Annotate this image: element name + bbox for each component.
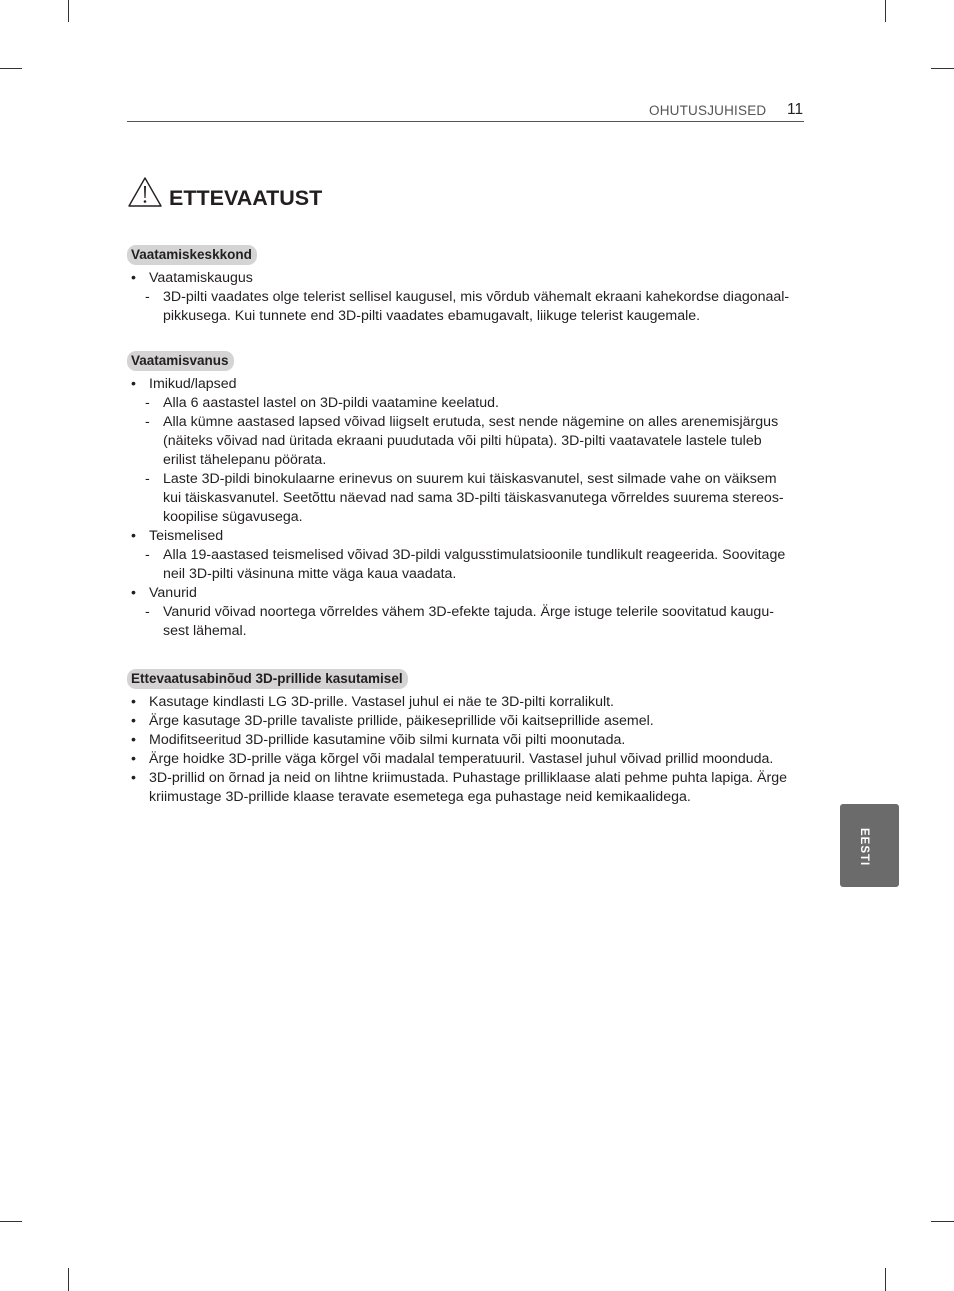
sub-list-item: [145, 470, 793, 527]
page-title: ETTEVAATUST: [169, 186, 323, 210]
list-item-text: Vaatamiskaugus: [149, 270, 253, 286]
sub-list-item: [145, 546, 793, 584]
bullet-icon: •: [131, 376, 136, 392]
sub-list-item-text: Alla 6 aastastel lastel on 3D-pildi vaatamine keelatud.: [163, 395, 499, 411]
section-viewing-age: [127, 351, 797, 641]
sub-list-item-text: Vanurid võivad noortega võrreldes vähem 3D-efekte tajuda. Ärge istuge telerile soovitatud kaugu-sest lähemal.: [163, 604, 774, 639]
dash-icon: -: [145, 604, 150, 620]
sub-list-item: [145, 394, 793, 413]
sub-list: [145, 546, 797, 584]
sub-list-item: [145, 288, 793, 326]
sub-list: [145, 288, 797, 326]
crop-mark: [885, 1268, 886, 1291]
list-item: [127, 693, 797, 712]
list-item: [127, 584, 797, 641]
bullet-icon: •: [131, 694, 136, 710]
list-item-text: Kasutage kindlasti LG 3D-prille. Vastasel juhul ei näe te 3D-pilti korralikult.: [149, 694, 614, 710]
crop-mark: [0, 68, 22, 69]
list-item: [127, 769, 797, 807]
language-side-tab: [840, 804, 899, 887]
list-item-text: Vanurid: [149, 585, 197, 601]
section-heading: Vaatamisvanus: [127, 351, 234, 371]
dash-icon: -: [145, 547, 150, 563]
running-header-section: OHUTUSJUHISED: [649, 103, 767, 118]
bullet-icon: •: [131, 732, 136, 748]
bullet-icon: •: [131, 528, 136, 544]
list-item: [127, 527, 797, 584]
crop-mark: [931, 1221, 954, 1222]
bullet-list: [127, 693, 797, 807]
list-item-text: Teismelised: [149, 528, 224, 544]
list-item-text: Imikud/lapsed: [149, 376, 237, 392]
sub-list-item-text: 3D-pilti vaadates olge telerist sellisel kaugusel, mis võrdub vähemalt ekraani kahekordse diagonaal-pikkusega. Kui tunnete end 3D-pilti vaadates ebamugavalt, liikuge telerist kaugemale.: [163, 289, 790, 324]
bullet-list: [127, 375, 797, 641]
warning-triangle-icon: [127, 176, 163, 208]
list-item-text: Ärge kasutage 3D-prille tavaliste prillide, päikeseprillide või kaitseprillide asemel.: [149, 713, 654, 729]
bullet-icon: •: [131, 585, 136, 601]
crop-mark: [0, 1221, 22, 1222]
dash-icon: -: [145, 395, 150, 411]
list-item: [127, 269, 797, 326]
sub-list: [145, 603, 797, 641]
list-item: [127, 731, 797, 750]
bullet-icon: •: [131, 751, 136, 767]
bullet-list: [127, 269, 797, 326]
list-item: [127, 375, 797, 527]
crop-mark: [68, 1268, 69, 1291]
list-item: [127, 750, 797, 769]
dash-icon: -: [145, 471, 150, 487]
bullet-icon: •: [131, 770, 136, 786]
sub-list: [145, 394, 797, 527]
sub-list-item-text: Laste 3D-pildi binokulaarne erinevus on suurem kui täiskasvanutel, sest silmade vahe on väiksem kui täiskasvanutel. Seetõttu näevad nad sama 3D-pilti täiskasvanutega võrreldes suurema stereos-koopilise sügavusega.: [163, 471, 784, 525]
language-tab-label: EESTI: [858, 828, 870, 867]
sub-list-item: [145, 413, 793, 470]
crop-mark: [931, 68, 954, 69]
sub-list-item-text: Alla kümne aastased lapsed võivad liigselt erutuda, sest nende nägemine on alles arenemisjärgus (näiteks võivad nad üritada ekraani puudutada või pilti hüpata). 3D-pilti vaatavatele lastele tuleb erilist tähelepanu pöörata.: [163, 414, 779, 468]
bullet-icon: •: [131, 713, 136, 729]
list-item-text: Modifitseeritud 3D-prillide kasutamine võib silmi kurnata või pilti moonutada.: [149, 732, 626, 748]
sub-list-item: [145, 603, 793, 641]
section-viewing-environment: [127, 245, 797, 326]
section-heading: Ettevaatusabinõud 3D-prillide kasutamisel: [127, 669, 408, 689]
section-heading: Vaatamiskeskkond: [127, 245, 257, 265]
bullet-icon: •: [131, 270, 136, 286]
dash-icon: -: [145, 414, 150, 430]
list-item-text: Ärge hoidke 3D-prille väga kõrgel või madalal temperatuuril. Vastasel juhul võivad prillid moonduda.: [149, 751, 774, 767]
list-item: [127, 712, 797, 731]
crop-mark: [68, 0, 69, 22]
header-rule: [127, 121, 804, 122]
dash-icon: -: [145, 289, 150, 305]
page-number: 11: [787, 101, 804, 118]
sub-list-item-text: Alla 19-aastased teismelised võivad 3D-pildi valgusstimulatsioonile tundlikult reageerida. Soovitage neil 3D-pilti väsinuna mitte väga kaua vaadata.: [163, 547, 786, 582]
list-item-text: 3D-prillid on õrnad ja neid on lihtne kriimustada. Puhastage prilliklaase alati pehme puhta lapiga. Ärge kriimustage 3D-prillide klaase teravate esemetega ega puhastage neid kemikaalidega.: [149, 770, 788, 805]
crop-mark: [885, 0, 886, 22]
section-3d-glasses-precautions: [127, 669, 797, 807]
